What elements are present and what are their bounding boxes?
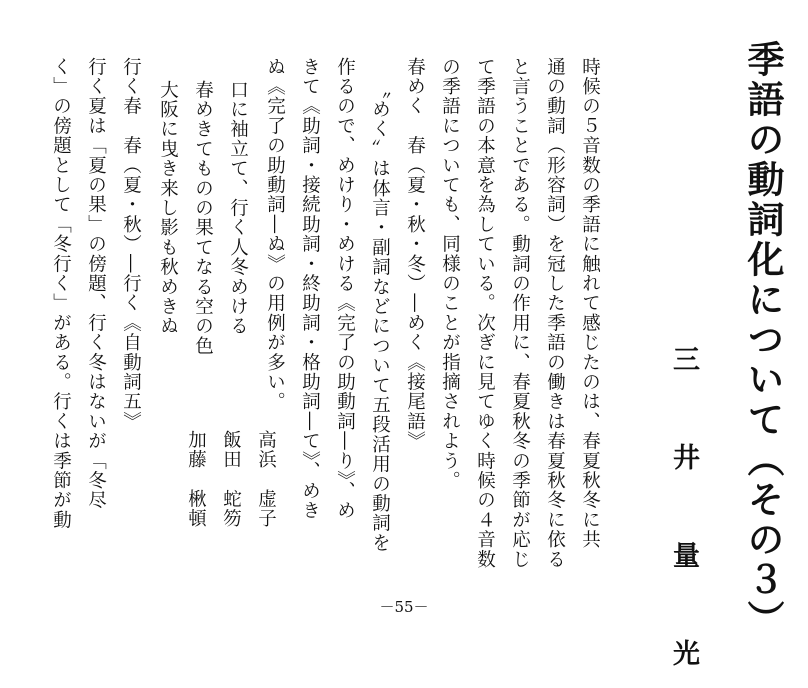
body-line: 時候の５音数の季語に触れて感じたのは、春夏秋冬に共: [579, 57, 601, 550]
page-number: －55－: [379, 598, 429, 616]
body-line: 作るので、めけり・めける《完了の助動詞―り》、め: [334, 57, 356, 521]
haiku-text: 大阪に曳き来し影も秋めきぬ: [157, 80, 179, 337]
haiku-text: 口に袖立て、行く人冬めける: [227, 80, 249, 337]
body-line: 〝めく〟は体言・副詞などについて五段活用の動詞を: [369, 80, 391, 553]
body-line: きて《助詞・接続助詞・終助詞・格助詞―て》、めき: [299, 57, 321, 521]
haiku-author: 加藤 楸頓: [185, 430, 207, 529]
body-line: て季語の本意を為している。次ぎに見てゆく時候の４音数: [474, 57, 496, 570]
body-line: く」の傍題として「冬行く」がある。行くは季節が動: [50, 57, 72, 530]
haiku-author: 飯田 蛇笏: [220, 430, 242, 529]
body-line: 行く夏は「夏の果」の傍題、行く冬はないが「冬尽: [85, 57, 107, 511]
article-title: 季語の動詞化について（その３）: [741, 40, 784, 640]
body-line: 行く春 春（夏・秋）―行く《自動詞五》: [120, 57, 142, 432]
article-author: 三 井 量 光: [668, 345, 699, 688]
haiku-author: 高浜 虚子: [255, 430, 277, 529]
body-line: の季語についても、同様のことが指摘されよう。: [439, 57, 461, 491]
body-line: と言うことである。動詞の作用に、春夏秋冬の季節が応じ: [509, 57, 531, 570]
body-line: ぬ《完了の助動詞―ぬ》の用例が多い。: [264, 57, 286, 412]
body-line: 通の動詞（形容詞）を冠した季語の働きは春夏秋冬に依る: [544, 57, 566, 570]
haiku-text: 春めきてものの果てなる空の色: [192, 80, 214, 356]
body-line: 春めく 春（夏・秋・冬）―めく《接尾語》: [404, 57, 426, 451]
